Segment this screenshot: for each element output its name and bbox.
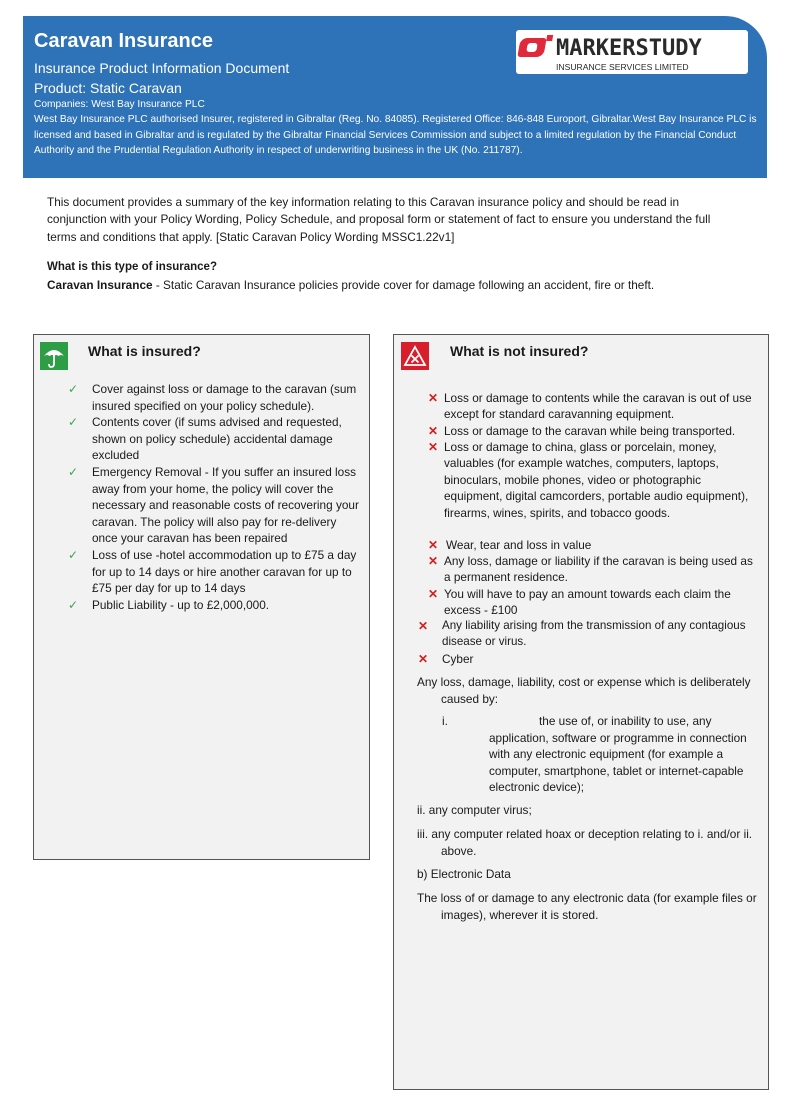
check-icon: ✓	[68, 465, 79, 479]
cyber-i-number: i.	[442, 714, 448, 728]
cross-icon: ✕	[428, 538, 439, 552]
cross-icon: ✕	[428, 554, 439, 568]
exclusion-item: ✕ Wear, tear and loss in value	[428, 538, 592, 552]
electronic-data-title: b) Electronic Data	[417, 867, 511, 881]
insured-item: ✓ Cover against loss or damage to the caravan (sum insured specified on your policy schedule).	[68, 382, 357, 413]
exclusion-item: ✕ Any loss, damage or liability if the caravan is being used as a permanent residence.	[428, 554, 753, 585]
cross-icon: ✕	[428, 424, 439, 438]
insurance-type-answer	[47, 278, 747, 292]
document-subtitle: Insurance Product Information Document	[34, 60, 290, 76]
intro-paragraph: This document provides a summary of the key information relating to this Caravan insurance policy and should be read in conjunction with your Policy Wording, Policy Schedule, and proposal form or statement of fact to ensure you understand the full terms and conditions that apply. [Static Caravan Policy Wording MSSC1.22v1]	[47, 195, 711, 244]
logo-tagline: INSURANCE SERVICES LIMITED	[556, 62, 689, 72]
electronic-data-text: The loss of or damage to any electronic data (for example files or images), wherever it is stored.	[417, 891, 757, 922]
markerstudy-logo	[516, 30, 748, 74]
check-icon: ✓	[68, 598, 79, 612]
exclusion-item: ✕ Cyber	[418, 652, 474, 666]
check-icon: ✓	[68, 415, 79, 429]
insured-item: ✓ Public Liability - up to £2,000,000.	[68, 598, 270, 612]
not-insured-title: What is not insured?	[450, 343, 589, 359]
warning-icon	[401, 342, 429, 370]
product-name: Product: Static Caravan	[34, 80, 182, 96]
cyber-intro: Any loss, damage, liability, cost or expense which is deliberately caused by:	[417, 675, 751, 706]
check-icon: ✓	[68, 548, 79, 562]
exclusion-item: ✕ Loss or damage to china, glass or porcelain, money, valuables (for example watches, computers, laptops, binoculars, mobile phones, video or photographic equipment, digital camcorders, portable audio equipment), firearms, wines, spirits, and tobacco goods.	[428, 440, 749, 520]
cross-icon: ✕	[428, 587, 439, 601]
exclusion-item: ✕ Any liability arising from the transmission of any contagious disease or virus.	[418, 619, 746, 649]
cross-icon: ✕	[428, 391, 439, 405]
what-is-insured-box	[33, 334, 370, 860]
header-banner	[23, 16, 767, 178]
exclusion-item: ✕ Loss or damage to the caravan while being transported.	[428, 424, 736, 438]
umbrella-icon	[40, 342, 68, 370]
logo-mark-icon	[517, 38, 546, 57]
cross-icon: ✕	[418, 619, 429, 633]
cross-icon: ✕	[428, 440, 439, 454]
insured-item: ✓ Loss of use -hotel accommodation up to £75 a day for up to 14 days or hire another caravan for up to £75 per day for up to 14 days	[68, 548, 357, 596]
cyber-iii: iii. any computer related hoax or deception relating to i. and/or ii. above.	[417, 827, 753, 858]
page-title: Caravan Insurance	[34, 30, 213, 52]
insured-title: What is insured?	[88, 343, 201, 359]
companies-line: Companies: West Bay Insurance PLC	[34, 99, 205, 110]
logo-name: MARKERSTUDY	[556, 36, 702, 61]
what-is-not-insured-box	[393, 334, 769, 1090]
cyber-i-text: the use of, or inability to use, any application, software or programme in connection with any electronic equipment (for example a computer, smartphone, tablet or internet-capable electronic device);	[489, 714, 747, 795]
answer-bold: Caravan Insurance	[47, 278, 153, 292]
legal-text: West Bay Insurance PLC authorised Insurer, registered in Gibraltar (Reg. No. 84085). Registered Office: 846-848 Europort, Gibraltar.West Bay Insurance PLC is licensed and based in Gibraltar and is regulated by the Gibraltar Financial Services Commission and subject to a limited regulation by the Financial Conduct Authority and the Prudential Regulation Authority in respect of underwriting business in the UK (No. 211787).	[34, 114, 757, 156]
exclusion-item: ✕ Loss or damage to contents while the caravan is out of use except for standard caravanning equipment.	[428, 391, 752, 422]
check-icon: ✓	[68, 382, 79, 396]
insurance-type-question: What is this type of insurance?	[47, 261, 217, 273]
cross-icon: ✕	[418, 652, 429, 666]
cyber-ii: ii. any computer virus;	[417, 803, 532, 817]
exclusion-item: ✕ You will have to pay an amount towards each claim the excess - £100	[428, 587, 731, 618]
insured-item: ✓ Emergency Removal - If you suffer an insured loss away from your home, the policy will cover the necessary and reasonable costs of recovering your caravan. The policy will also pay for re-delivery once your caravan has been repaired	[68, 465, 359, 546]
answer-rest: - Static Caravan Insurance policies provide cover for damage following an accident, fire or theft.	[152, 278, 655, 292]
insured-item: ✓ Contents cover (if sums advised and requested, shown on policy schedule) accidental damage excluded	[68, 415, 342, 463]
